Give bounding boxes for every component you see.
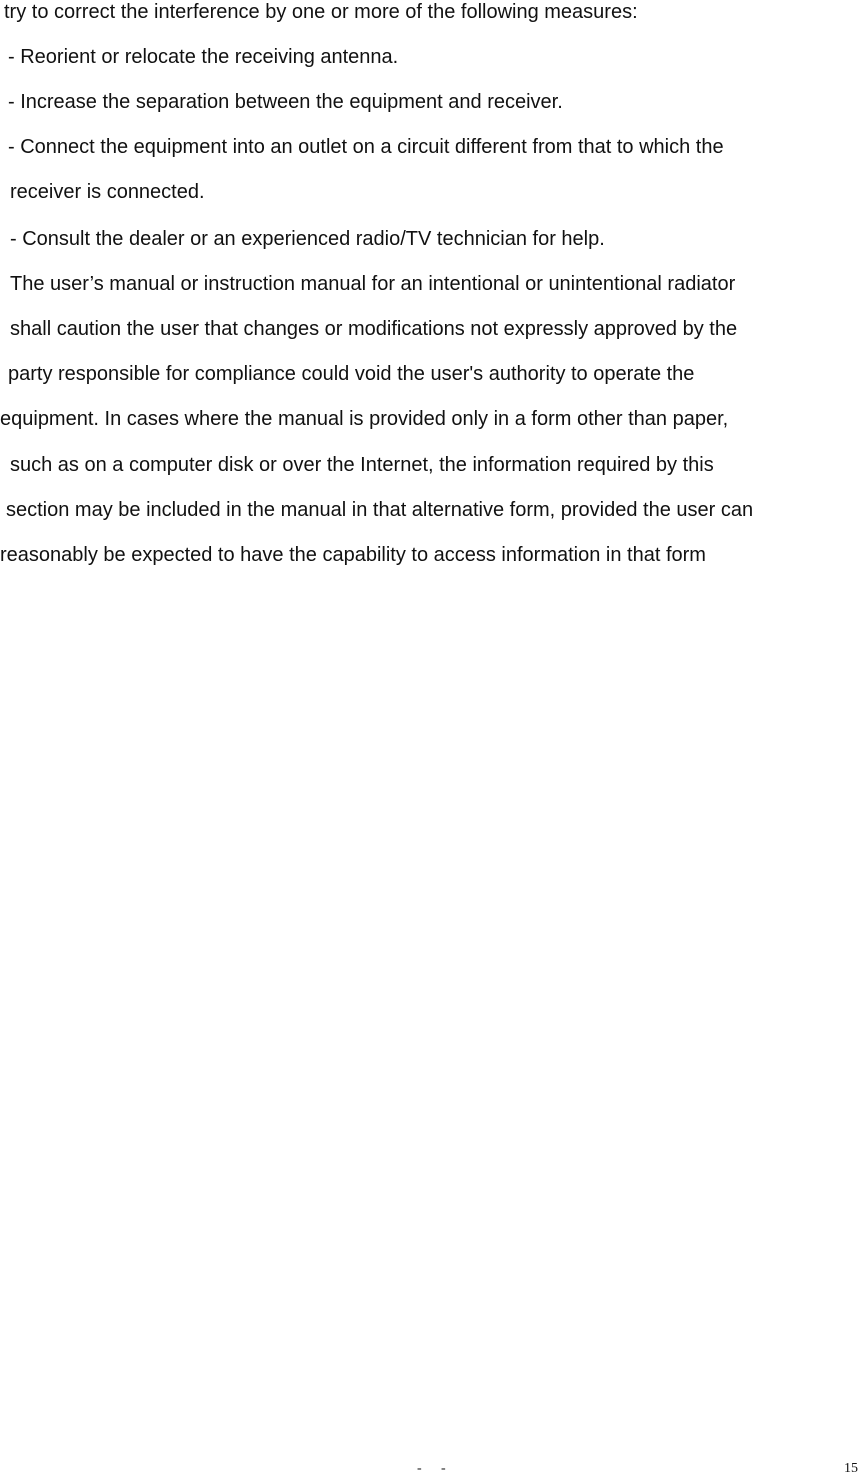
text-line-5: receiver is connected. [10,181,205,203]
text-line-9: party responsible for compliance could void the user's authority to operate the [8,363,695,385]
text-line-12: section may be included in the manual in that alternative form, provided the user can [6,499,754,521]
text-line-7: The user’s manual or instruction manual for an intentional or unintentional radiator [10,273,736,295]
text-line-11: such as on a computer disk or over the Internet, the information required by this [10,454,714,476]
page-number: 15 [844,1461,858,1476]
text-line-6: - Consult the dealer or an experienced radio/TV technician for help. [10,228,605,250]
text-line-10: equipment. In cases where the manual is provided only in a form other than paper, [0,408,729,430]
text-line-3: - Increase the separation between the equipment and receiver. [8,91,563,113]
text-line-13: reasonably be expected to have the capability to access information in that form [0,544,706,566]
text-line-8: shall caution the user that changes or modifications not expressly approved by the [10,318,738,340]
text-line-4: - Connect the equipment into an outlet on a circuit different from that to which the [8,136,724,158]
text-line-2: - Reorient or relocate the receiving antenna. [8,46,399,68]
text-line-1: try to correct the interference by one or more of the following measures: [4,1,638,23]
footer-left-dash: - [417,1461,422,1476]
footer-right-dash: - [441,1461,446,1476]
